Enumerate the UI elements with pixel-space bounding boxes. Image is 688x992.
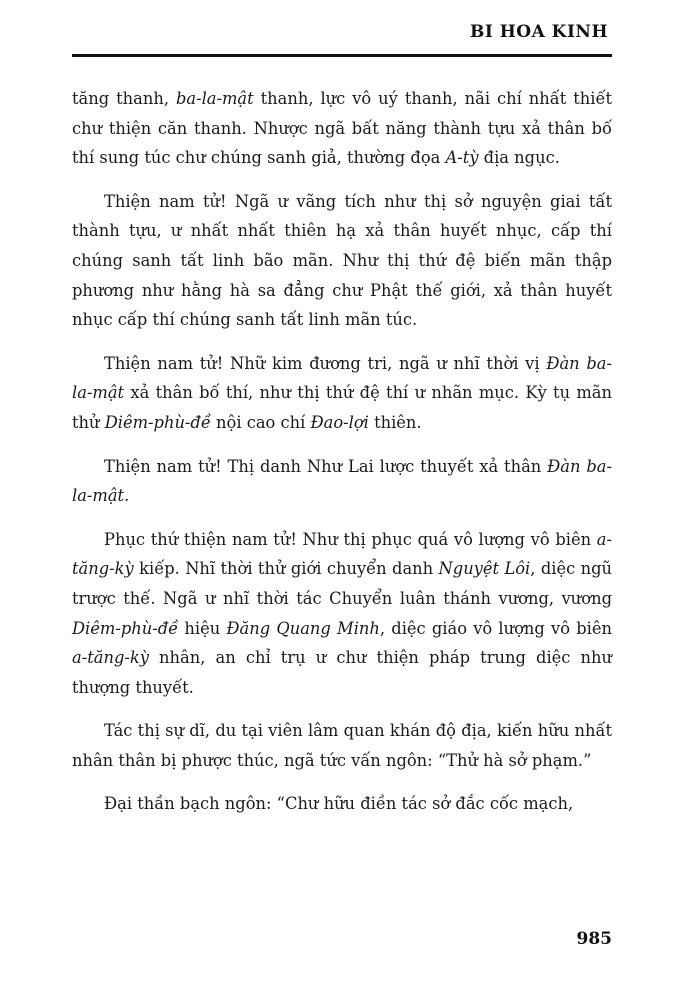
text-run: hiệu bbox=[178, 618, 227, 638]
paragraph-3 bbox=[72, 349, 612, 438]
text-run: xả thân bố thí, như thị thứ đệ thí ư nhãn mục. Kỳ tụ mãn thử bbox=[72, 383, 612, 432]
italic-term: Đàn ba-la-mật bbox=[72, 353, 612, 403]
italic-term: Diêm-phù-đề bbox=[104, 412, 211, 432]
italic-term: Đàn ba-la-mật bbox=[72, 456, 612, 506]
italic-term: Nguyệt Lôi bbox=[438, 559, 531, 579]
text-run: Thiện nam tử! Ngã ư vãng tích như thị sở nguyện giai tất thành tựu, ư nhất nhất thiên hạ xả thân huyết nhục, cấp thí chúng sanh tất linh bão mãn. Như thị thứ đệ biến mãn thập phương như hằng hà sa đẳng chư Phật thế giới, xả thân huyết nhục cấp thí chúng sanh tất linh mãn túc. bbox=[72, 191, 612, 330]
italic-term: Đao-lợi bbox=[310, 412, 369, 432]
page-number: 985 bbox=[576, 929, 612, 949]
text-run: nội cao chí bbox=[210, 412, 311, 432]
text-run: Thiện nam tử! Nhữ kim đương tri, ngã ư nhĩ thời vị bbox=[104, 353, 547, 373]
paragraph-2 bbox=[72, 187, 612, 335]
paragraph-7 bbox=[72, 789, 612, 819]
text-run: Phục thứ thiện nam tử! Như thị phục quá vô lượng vô biên bbox=[104, 529, 597, 549]
italic-term: ba-la-mật bbox=[175, 89, 254, 108]
text-run: kiếp. Nhĩ thời thử giới chuyển danh bbox=[133, 559, 439, 579]
text-run: , diệc giáo vô lượng vô biên bbox=[379, 618, 612, 638]
text-run: Tác thị sự dĩ, du tại viên lâm quan khán độ địa, kiến hữu nhất nhân thân bị phược thúc, ngã tức vấn ngôn: “Thử hà sở phạm.” bbox=[72, 721, 612, 770]
italic-term: a-tăng-kỳ bbox=[72, 648, 149, 668]
paragraph-5 bbox=[72, 525, 612, 703]
text-body bbox=[72, 84, 612, 833]
text-run: thanh, lực vô uý thanh, nãi chí nhất thiết chư thiện căn thanh. Nhược ngã bất năng thành tựu xả thân bố thí sung túc chư chúng sanh giả, thường đọa bbox=[72, 89, 613, 168]
text-run: tăng thanh, bbox=[72, 89, 176, 108]
text-run: . bbox=[124, 486, 130, 506]
text-run: Thiện nam tử! Thị danh Như Lai lược thuyết xả thân bbox=[104, 456, 548, 476]
running-title: BI HOA KINH bbox=[469, 22, 608, 42]
italic-term: a-tăng-kỳ bbox=[72, 529, 612, 579]
text-run: địa ngục. bbox=[478, 148, 560, 168]
paragraph-6 bbox=[72, 716, 612, 775]
header-rule bbox=[72, 54, 612, 57]
italic-term: Đăng Quang Minh bbox=[226, 618, 380, 638]
text-run: nhân, an chỉ trụ ư chư thiện pháp trung diệc như thượng thuyết. bbox=[72, 648, 612, 697]
paragraph-4 bbox=[72, 452, 612, 511]
paragraph-1 bbox=[72, 84, 612, 173]
italic-term: A-tỳ bbox=[445, 148, 479, 168]
text-run: thiên. bbox=[368, 412, 422, 432]
text-run: , diệc ngũ trược thế. Ngã ư nhĩ thời tác Chuyển luân thánh vương, vương bbox=[72, 559, 613, 608]
italic-term: Diêm-phù-đề bbox=[72, 618, 179, 638]
text-run: Đại thần bạch ngôn: “Chư hữu điền tác sở đắc cốc mạch, bbox=[104, 794, 574, 814]
